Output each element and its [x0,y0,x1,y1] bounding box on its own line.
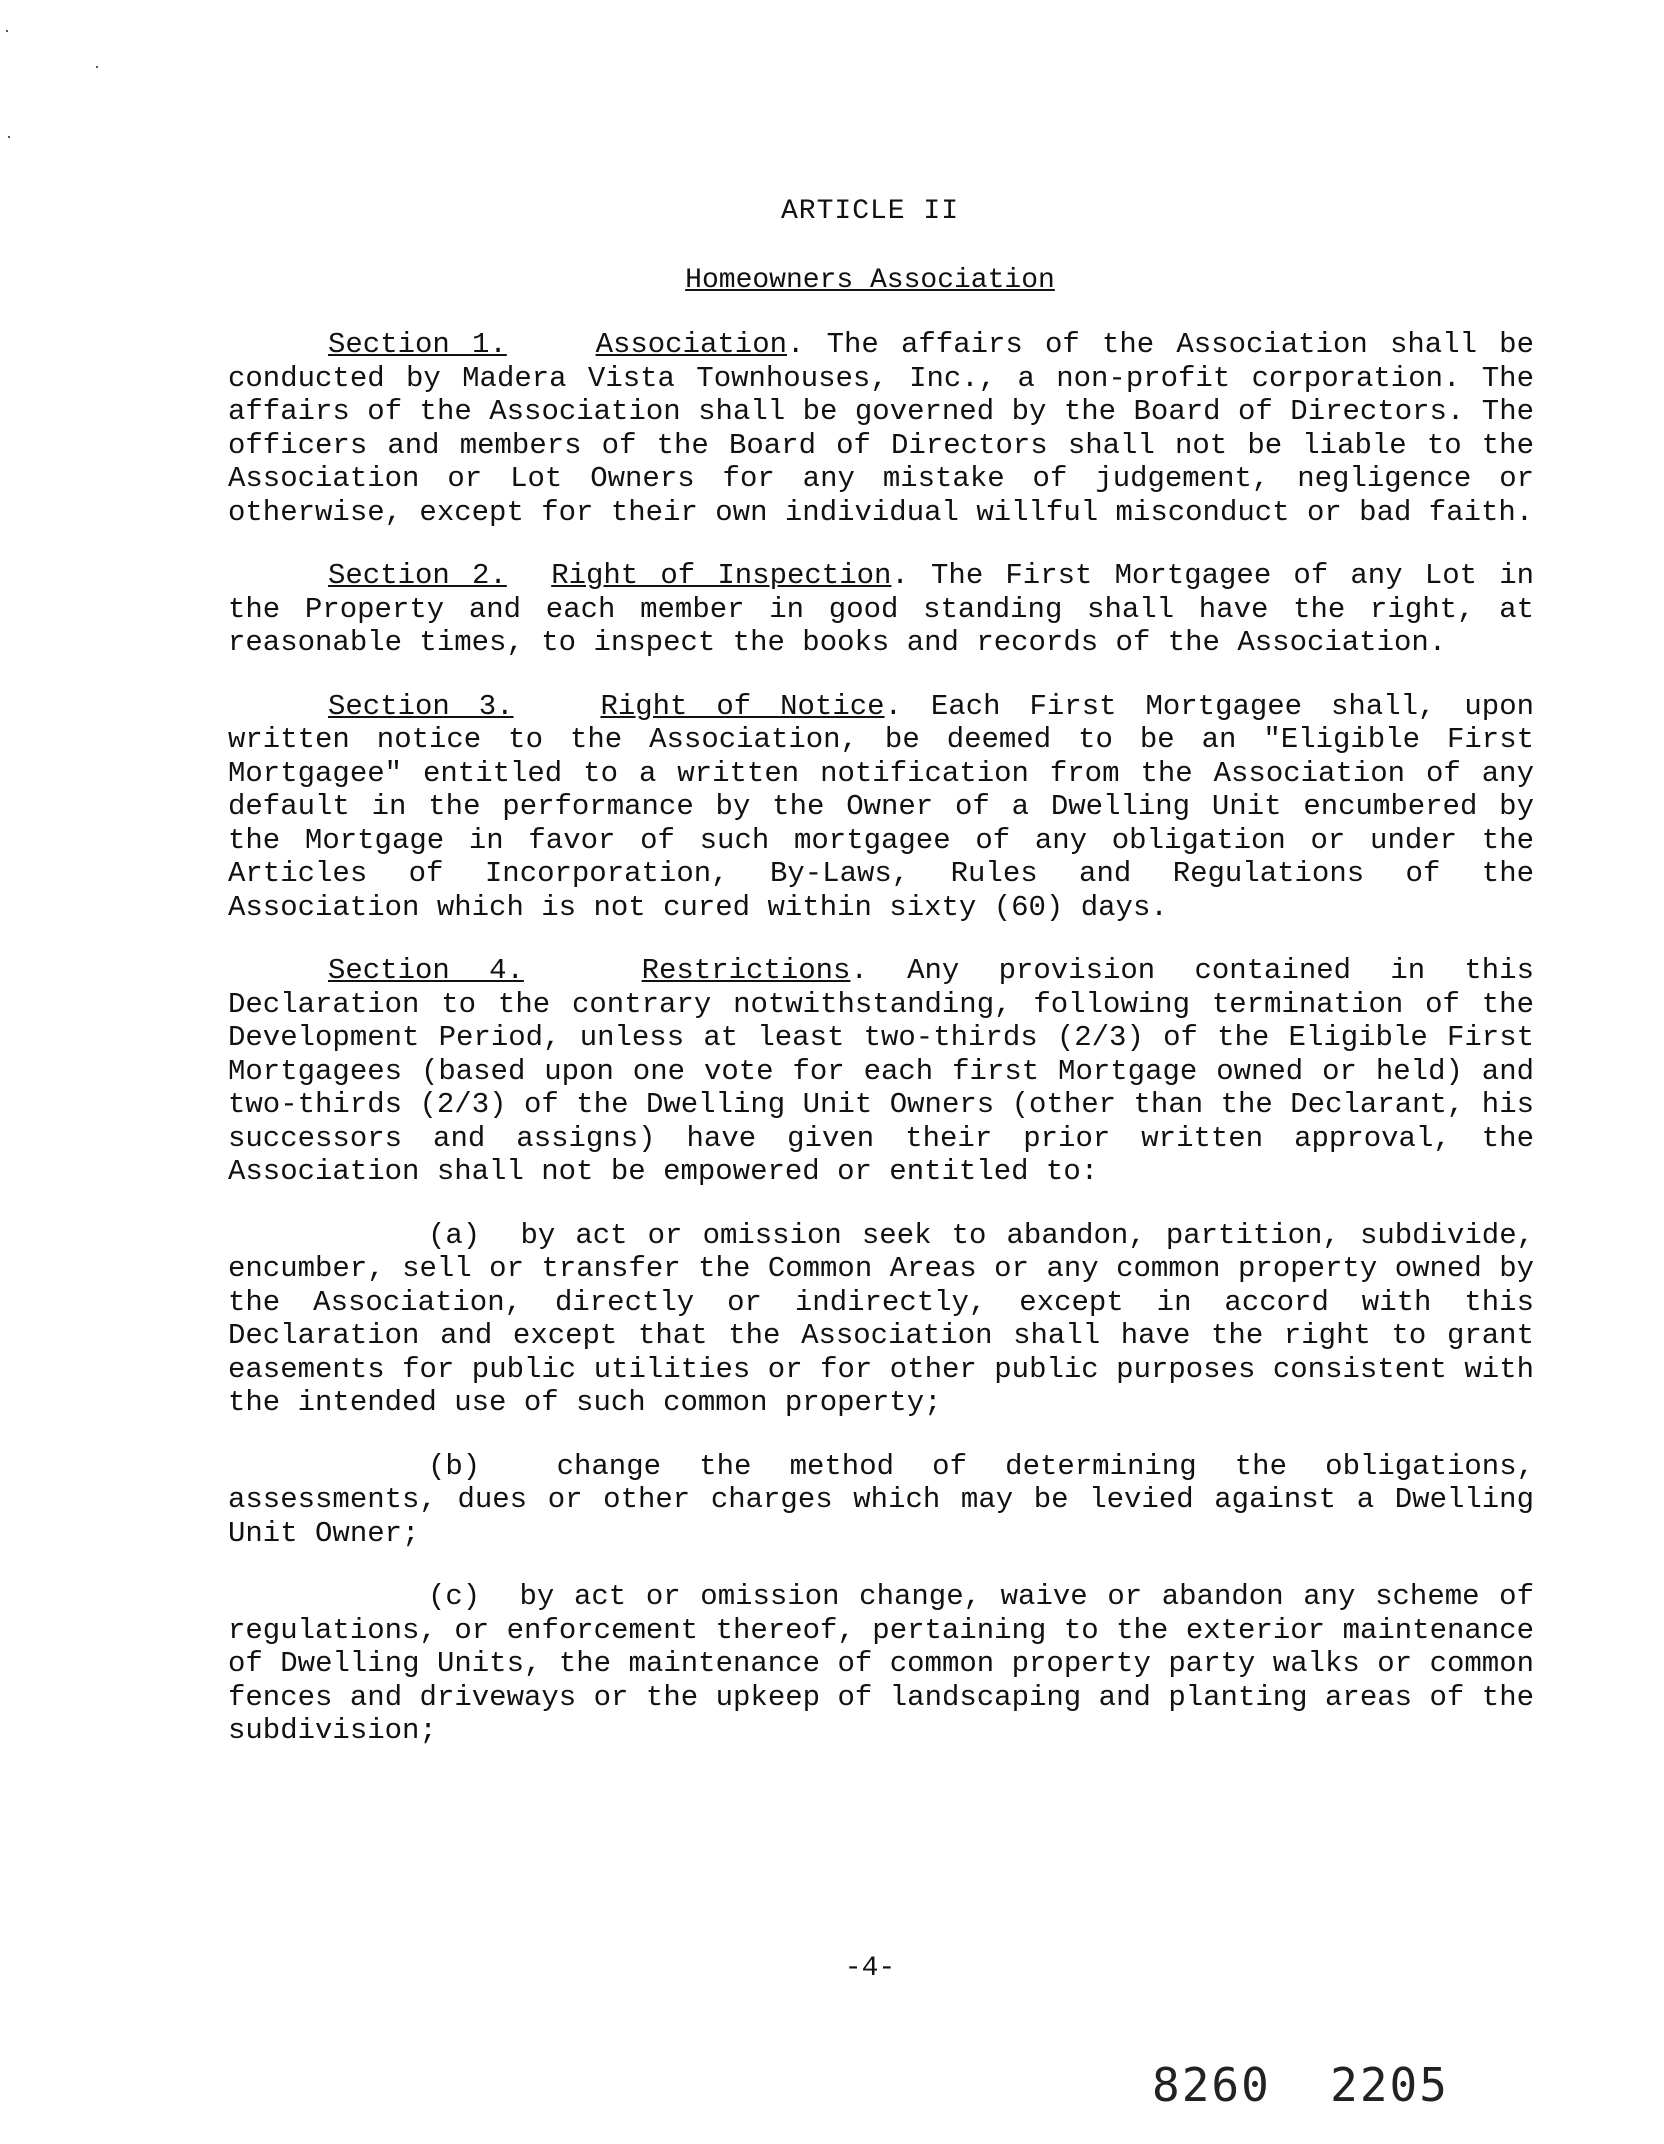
section-3-paragraph [228,690,1534,925]
section-4-heading: Restrictions [641,954,851,987]
item-a-label: (a) [428,1218,481,1252]
scan-speck [96,66,98,68]
item-b-paragraph [228,1450,1534,1551]
section-2-paragraph [228,559,1534,660]
document-body [228,328,1534,1778]
section-1-label: Section 1. [328,328,507,361]
section-2-heading: Right of Inspection [551,559,892,592]
section-2-label: Section 2. [328,559,507,592]
item-c-paragraph [228,1580,1534,1748]
item-a-paragraph [228,1219,1534,1420]
section-1-heading: Association [595,328,787,361]
item-c-label: (c) [428,1580,481,1613]
section-3-heading: Right of Notice [600,689,885,723]
section-1-paragraph [228,328,1534,529]
item-a-text: by act or omission seek to abandon, partition, subdivide, encumber, sell or transfer the Common Areas or any common property owned by the Association, directly or indirectly, except in accord with this Declaration and except that the Association shall have the right to grant easements for public utilities or for other public purposes consistent with the intended use of such common property; [228,1218,1534,1419]
section-4-paragraph [228,954,1534,1189]
page-number: -4- [844,1953,896,1984]
section-4-label: Section 4. [328,954,524,987]
document-stamp-number: 8260 2205 [1152,2058,1449,2112]
article-subtitle: Homeowners Association [685,265,1055,296]
section-1-body: . The affairs of the Association shall be conducted by Madera Vista Townhouses, Inc., a non-profit corporation. The affairs of the Association shall be governed by the Board of Directors. The officers and members of the Board of Directors shall not be liable to the Association or Lot Owners for any mistake of judgement, negligence or otherwise, except for their own individual willful misconduct or bad faith. [228,328,1534,529]
item-c-text: by act or omission change, waive or abandon any scheme of regulations, or enforcement thereof, pertaining to the exterior maintenance of Dwelling Units, the maintenance of common property party walks or common fences and driveways or the upkeep of landscaping and planting areas of the subdivision; [228,1580,1534,1747]
item-b-label: (b) [428,1449,481,1483]
scan-speck [6,30,8,32]
section-2-body: . The First Mortgagee of any Lot in the Property and each member in good standing shall have the right, at reasonable times, to inspect the books and records of the Association. [228,559,1534,659]
section-3-body: . Each First Mortgagee shall, upon written notice to the Association, be deemed to be an "Eligible First Mortgagee" entitled to a written notification from the Association of any default in the performance by the Owner of a Dwelling Unit encumbered by the Mortgage in favor of such mortgagee of any obligation or under the Articles of Incorporation, By-Laws, Rules and Regulations of the Association which is not cured within sixty (60) days. [228,689,1535,924]
article-title: ARTICLE II [780,196,960,227]
section-4-body: . Any provision contained in this Declaration to the contrary notwithstanding, following termination of the Development Period, unless at least two-thirds (2/3) of the Eligible First Mortgagees (based upon one vote for each first Mortgage owned or held) and two-thirds (2/3) of the Dwelling Unit Owners (other than the Declarant, his successors and assigns) have given their prior written approval, the Association shall not be empowered or entitled to: [228,954,1534,1188]
scan-speck [8,136,10,138]
item-b-text: change the method of determining the obligations, assessments, dues or other charges which may be levied against a Dwelling Unit Owner; [228,1449,1534,1550]
section-3-label: Section 3. [328,689,514,723]
